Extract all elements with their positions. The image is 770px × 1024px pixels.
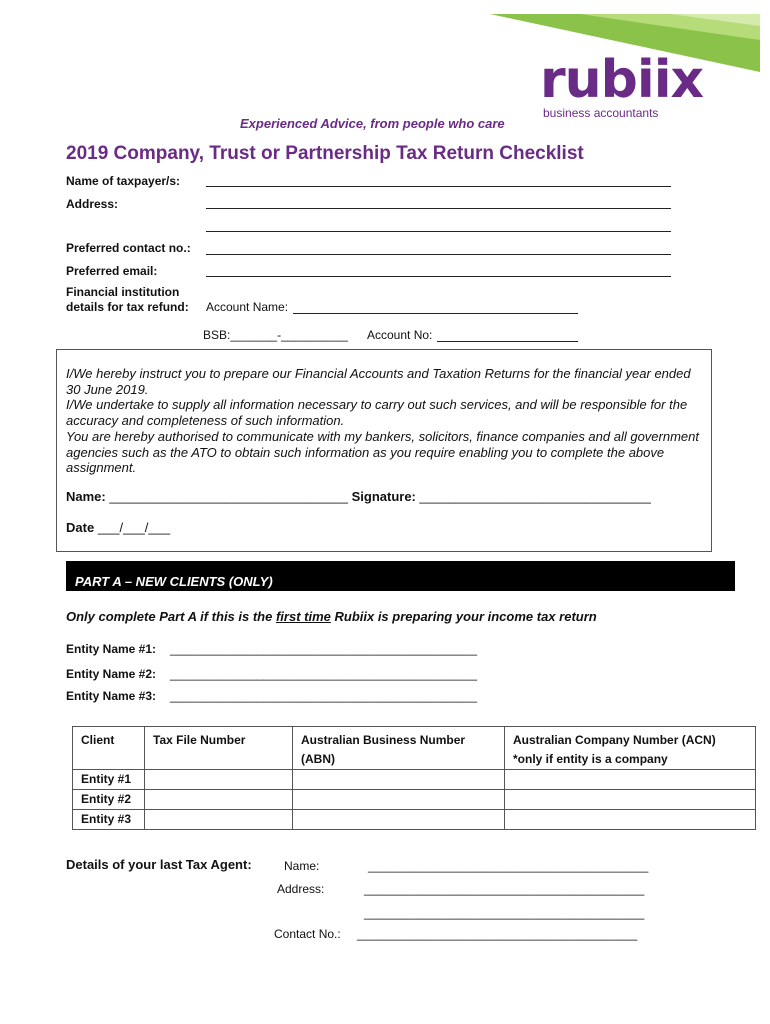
page-title: 2019 Company, Trust or Partnership Tax Return Checklist (66, 143, 584, 164)
tax-agent-heading: Details of your last Tax Agent: (66, 857, 252, 872)
name-field[interactable]: _________________________________ (109, 489, 348, 504)
header-abn-line2: (ABN) (301, 752, 335, 766)
address-label: Address: (66, 197, 119, 211)
row-label: Entity #1 (73, 770, 145, 790)
instruction-pre: Only complete Part A if this is the (66, 609, 276, 624)
name-label: Name: (66, 489, 106, 504)
row-label: Entity #2 (73, 790, 145, 810)
row-label: Entity #3 (73, 810, 145, 830)
tfn-cell[interactable] (145, 790, 293, 810)
table-row (73, 810, 756, 830)
entity2-field[interactable]: ______________________________________________ (170, 667, 477, 681)
agent-address-field-line2[interactable]: __________________________________________ (364, 906, 645, 920)
email-label: Preferred email: (66, 264, 158, 278)
signature-label: Signature: (351, 489, 416, 504)
abn-cell[interactable] (293, 770, 505, 790)
instruction-underlined: first time (275, 609, 331, 624)
address-field-line1[interactable] (206, 208, 671, 209)
header-client-text: Client (81, 733, 115, 747)
taxpayer-field[interactable] (206, 186, 671, 187)
entity3-field[interactable]: ______________________________________________ (170, 689, 477, 703)
agent-name-field[interactable]: __________________________________________ (368, 859, 649, 873)
date-label: Date (66, 520, 95, 535)
bsb-label (203, 328, 348, 342)
logo-subtitle: business accountants (543, 106, 659, 120)
entity1-field[interactable]: ______________________________________________ (170, 642, 477, 656)
entity2-label: Entity Name #2: (66, 667, 157, 681)
table-row (73, 790, 756, 810)
financial-label-line1: Financial institution (66, 285, 180, 299)
part-a-heading: PART A – NEW CLIENTS (ONLY) (75, 574, 273, 589)
bsb-label-text: BSB: (203, 328, 231, 342)
email-field[interactable] (206, 276, 671, 277)
taxpayer-label: Name of taxpayer/s: (66, 174, 181, 188)
header-acn (505, 727, 756, 770)
header-client (73, 727, 145, 770)
signature-line (66, 489, 651, 504)
part-a-instruction (66, 609, 597, 624)
acn-cell[interactable] (505, 810, 756, 830)
acn-cell[interactable] (505, 770, 756, 790)
acn-cell[interactable] (505, 790, 756, 810)
tfn-cell[interactable] (145, 770, 293, 790)
table-row (73, 770, 756, 790)
tagline: Experienced Advice, from people who care (240, 116, 505, 131)
entity3-label: Entity Name #3: (66, 689, 157, 703)
header-tfn-text: Tax File Number (153, 733, 246, 747)
table-header-row (73, 727, 756, 770)
agent-address-field[interactable]: __________________________________________ (364, 882, 645, 896)
agent-contact-field[interactable]: __________________________________________ (357, 927, 638, 941)
agent-contact-label: Contact No.: (274, 927, 341, 941)
financial-label-line2: details for tax refund: (66, 300, 189, 314)
header-acn-line2: *only if entity is a company (513, 752, 668, 766)
company-logo: rubiix (540, 50, 704, 110)
abn-cell[interactable] (293, 790, 505, 810)
account-no-field[interactable] (437, 341, 578, 342)
declaration-text: I/We hereby instruct you to prepare our Financial Accounts and Taxation Returns for the financial year ended 30 June 2019. I/We undertake to supply all information necessary to carry out such services, and will be responsible for the accuracy and completeness of such information. You are hereby authorised to communicate with my bankers, solicitors, finance companies and all government agencies such as the ATO to obtain such information as you require enabling you to complete the above assignment. (66, 366, 699, 476)
header-acn-line1: Australian Company Number (ACN) (513, 733, 716, 747)
bsb-field[interactable]: _______-__________ (230, 328, 348, 342)
instruction-post: Rubiix is preparing your income tax return (330, 609, 597, 624)
address-field-line2[interactable] (206, 231, 671, 232)
agent-address-label: Address: (277, 882, 325, 896)
entity1-label: Entity Name #1: (66, 642, 157, 656)
account-name-label: Account Name: (206, 300, 289, 314)
account-name-field[interactable] (293, 313, 578, 314)
header-abn (293, 727, 505, 770)
entity-table (72, 726, 756, 830)
header-abn-line1: Australian Business Number (301, 733, 466, 747)
signature-field[interactable]: ________________________________ (419, 489, 651, 504)
contact-field[interactable] (206, 254, 671, 255)
header-tfn (145, 727, 293, 770)
contact-label: Preferred contact no.: (66, 241, 191, 255)
part-a-banner (66, 561, 735, 591)
date-field[interactable]: ___/___/___ (97, 520, 171, 535)
account-no-label: Account No: (367, 328, 433, 342)
agent-name-label: Name: (284, 859, 320, 873)
date-line (66, 520, 170, 535)
abn-cell[interactable] (293, 810, 505, 830)
tfn-cell[interactable] (145, 810, 293, 830)
